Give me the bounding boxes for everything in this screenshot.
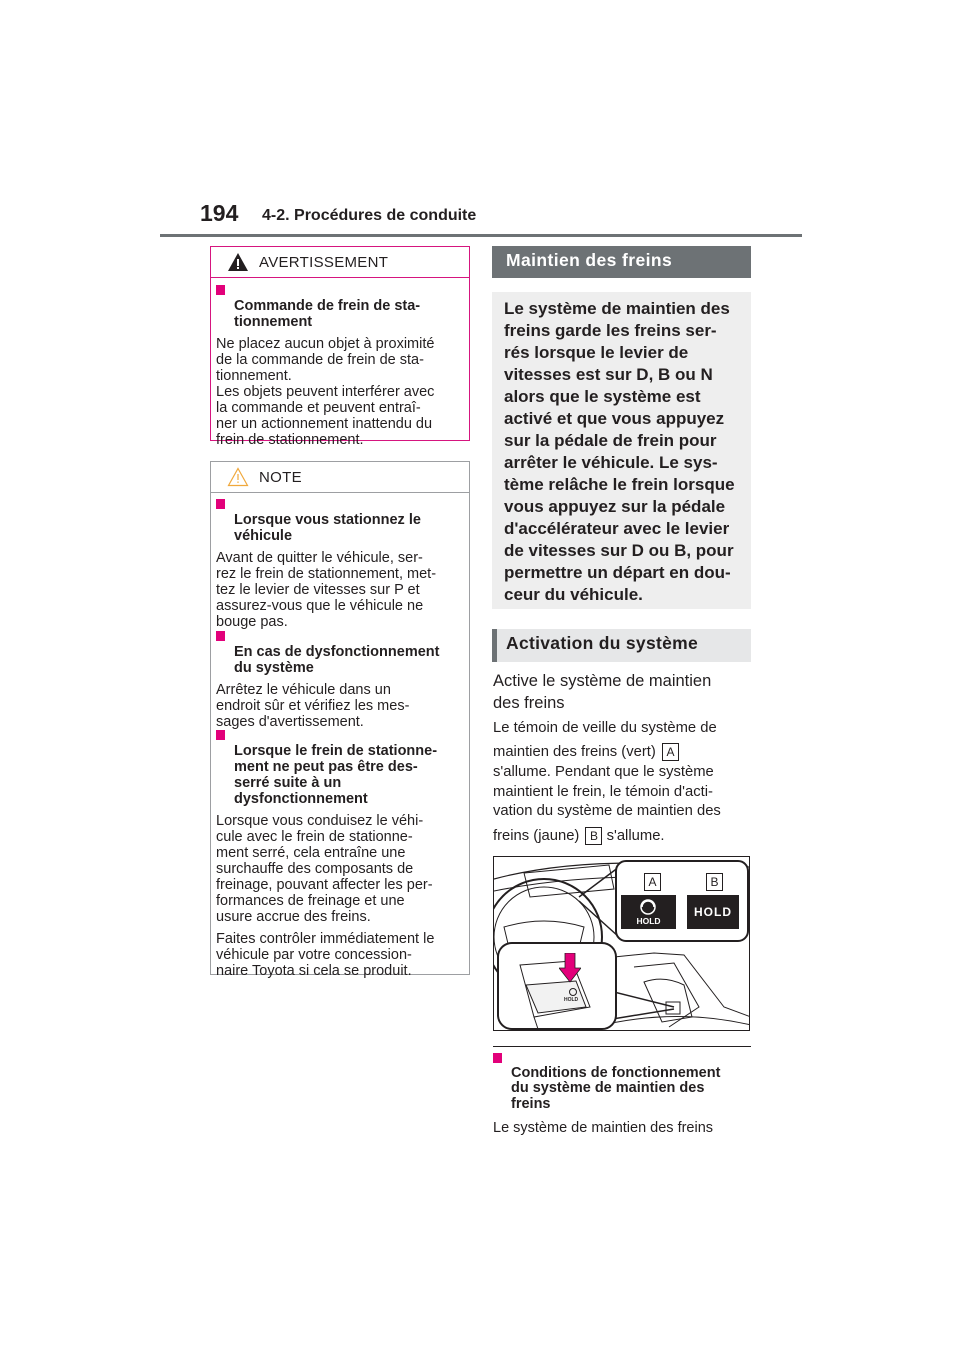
illustration-label-a: A xyxy=(644,873,661,891)
warning-item-heading: Commande de frein de sta- tionnement xyxy=(234,298,421,330)
bullet-square-icon xyxy=(216,730,225,740)
activation-desc-line: s'allume. xyxy=(606,827,665,844)
note-item-1 xyxy=(216,496,464,630)
page-number: 194 xyxy=(200,200,239,226)
warning-item-text: Ne placez aucun objet à proximité de la commande de frein de sta- tionnement. Les objets peuvent interférer avec la commande et peuvent entraî- ner un actionnement inattendu du frein de stationnement. xyxy=(216,336,435,448)
note-item-heading: Lorsque vous stationnez le véhicule xyxy=(234,512,421,544)
header-divider xyxy=(160,234,802,237)
note-item-text: Arrêtez le véhicule dans un endroit sûr et vérifiez les mes- sages d'avertissement. xyxy=(216,682,410,730)
warning-triangle-icon xyxy=(227,252,249,272)
chapter-title: 4-2. Procédures de conduite xyxy=(262,207,477,224)
warning-title: AVERTISSEMENT xyxy=(259,254,389,271)
activation-desc-line: maintien des freins (vert) xyxy=(493,744,656,760)
note-item-text: Avant de quitter le véhicule, ser- rez le frein de stationnement, met- tez le levier de vitesses sur P et assurez-vous que le véhicule ne bouge pas. xyxy=(216,550,437,630)
label-b-marker: B xyxy=(585,827,602,845)
bullet-square-icon xyxy=(216,631,225,641)
indicator-a-text: HOLD xyxy=(636,916,661,926)
conditions-text: Le système de maintien des freins xyxy=(493,1120,714,1136)
warning-header xyxy=(211,247,469,278)
note-item-3 xyxy=(216,727,464,979)
caution-triangle-icon xyxy=(227,467,249,487)
note-item-text-2: Faites contrôler immédiatement le véhicule par votre concession- naire Toyota si cela se produit. xyxy=(216,931,435,979)
section-title: Maintien des freins xyxy=(492,246,751,278)
activation-step-text: Active le système de maintien des freins xyxy=(493,672,712,712)
bullet-square-icon xyxy=(216,285,225,295)
conditions-heading: Conditions de fonctionnement du système de maintien des freins xyxy=(511,1064,721,1112)
switch-hold-icon xyxy=(567,987,579,997)
note-title: NOTE xyxy=(259,469,302,486)
section-divider xyxy=(493,1046,751,1047)
activation-desc-line: freins (jaune) xyxy=(493,827,580,844)
hold-switch-illustration xyxy=(493,856,750,1031)
activation-step xyxy=(493,670,751,714)
illustration-label-b: B xyxy=(706,873,723,891)
bullet-square-icon xyxy=(216,499,225,509)
indicator-b-text: HOLD xyxy=(694,905,732,919)
section-intro: Le système de maintien des freins garde les freins ser- rés lorsque le levier de vitesses est sur D, B ou N alors que le système est activé et que vous appuyez sur la pédale de frein pour arrêter le véhicule. Le sys- tème relâche le frein lorsque vous appuyez sur la pédale d'accélérateur avec le levier de vitesses sur D ou B, pour permettre un départ en dou- ceur du véhicule. xyxy=(492,292,751,609)
warning-item xyxy=(216,282,464,448)
press-arrow-icon xyxy=(559,953,581,983)
hold-circle-icon xyxy=(639,898,657,916)
conditions-block xyxy=(493,1050,751,1136)
label-a-marker: A xyxy=(662,743,679,761)
activation-desc-line: Le témoin de veille du système de xyxy=(493,720,717,736)
note-header xyxy=(211,462,469,493)
note-item-heading: En cas de dysfonctionnement du système xyxy=(234,644,440,676)
switch-hold-text: HOLD xyxy=(564,997,579,1003)
indicator-b-active xyxy=(687,895,739,929)
indicator-a-standby xyxy=(621,895,676,929)
activation-title: Activation du système xyxy=(492,629,751,662)
note-item-2 xyxy=(216,628,464,730)
note-item-heading: Lorsque le frein de stationne- ment ne peut pas être des- serré suite à un dysfonctionnement xyxy=(234,743,438,807)
note-item-text: Lorsque vous conduisez le véhi- cule avec le frein de stationne- ment serré, cela entraîne une surchauffe des composants de freinage, pouvant affecter les per- formances de freinage et une usure accrue des freins. xyxy=(216,813,433,925)
activation-description xyxy=(493,718,751,847)
bullet-square-icon xyxy=(493,1053,502,1063)
activation-desc-line: s'allume. Pendant que le système maintient le frein, le témoin d'acti- vation du système de maintien des xyxy=(493,764,721,819)
